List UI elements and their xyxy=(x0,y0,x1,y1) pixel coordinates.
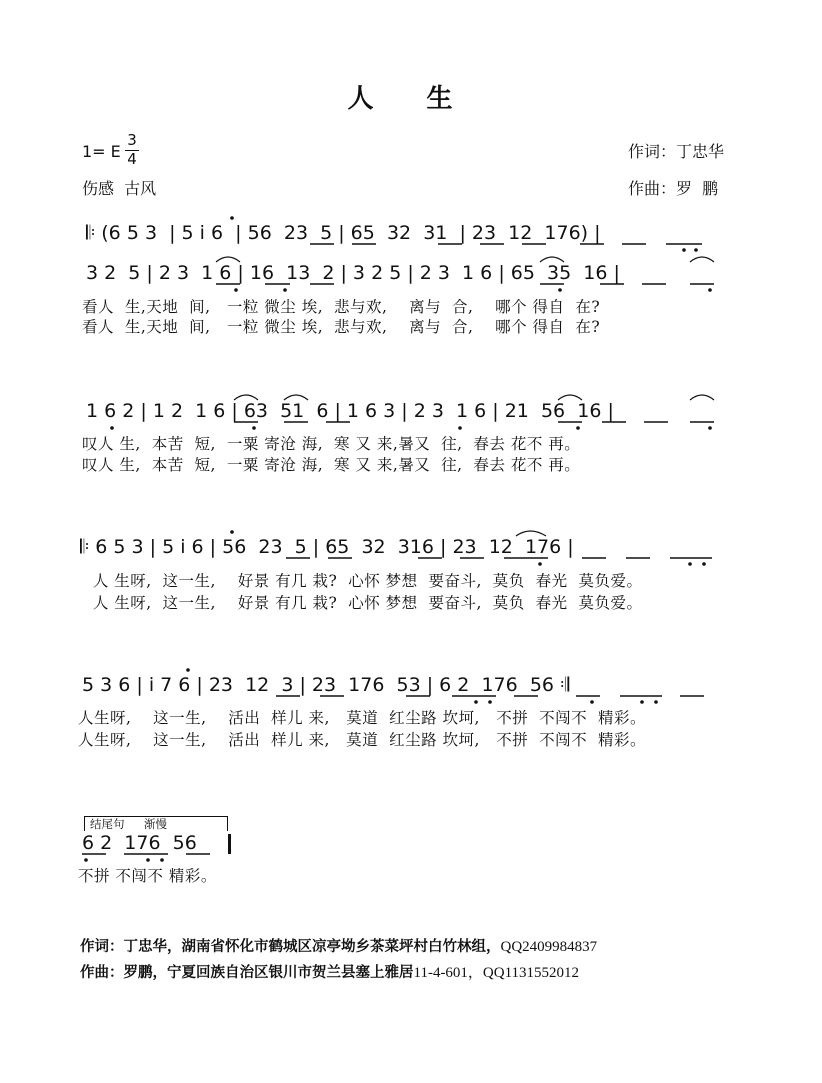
octave-dot xyxy=(160,858,164,862)
song-style: 伤感 古风 xyxy=(82,179,157,198)
score-line-2: 3 2 5 | 2 3 1 6 | 16 13 2 | 3 2 5 | 2 3 1 6 | 65 35 16 | xyxy=(86,262,620,284)
octave-dot xyxy=(458,426,462,430)
slur xyxy=(558,395,582,400)
octave-dot xyxy=(230,216,234,220)
octave-dot xyxy=(688,562,692,566)
footer-lyricist: 作词：丁忠华，湖南省怀化市鹤城区凉亭坳乡茶菜坪村白竹林组，QQ2409984837 xyxy=(80,938,598,955)
octave-dot xyxy=(252,426,256,430)
key-signature: 1= E xyxy=(82,142,121,161)
time-signature-numerator: 3 xyxy=(127,131,137,149)
lyric-line: 人生呀, 这一生, 活出 样儿 来, 莫道 红尘路 坎坷, 不拼 不闯不 精彩。 xyxy=(78,709,646,727)
octave-dot xyxy=(186,668,190,672)
slur xyxy=(690,257,714,262)
lyric-line: 看人 生,天地 间, 一粒 微尘 埃, 悲与欢, 离与 合, 哪个 得自 在? xyxy=(82,318,601,336)
song-title: 人 生 xyxy=(347,84,475,114)
octave-dot xyxy=(230,530,234,534)
lyric-line: 人 生呀, 这一生, 好景 有几 栽? 心怀 梦想 要奋斗, 莫负 春光 莫负爱。 xyxy=(82,572,643,590)
octave-dot xyxy=(538,562,542,566)
coda-label: 结尾句 xyxy=(90,817,125,831)
lyric-line: 叹人 生, 本苦 短, 一粟 寄沧 海, 寒 又 来,暑又 往, 春去 花不 再。 xyxy=(82,456,581,474)
octave-dot xyxy=(474,700,478,704)
octave-dot xyxy=(702,562,706,566)
slur xyxy=(690,395,714,400)
composer-credit: 作曲：罗 鹏 xyxy=(628,179,719,198)
octave-dot xyxy=(283,288,287,292)
octave-dot xyxy=(234,288,238,292)
octave-dot xyxy=(640,700,644,704)
slur xyxy=(516,531,546,536)
octave-dot xyxy=(84,858,88,862)
slur xyxy=(284,395,308,400)
score-line-5: 5 3 6 | i 7 6 | 23 12 3 | 23 176 53 | 6 2 176 56 𝄇 xyxy=(82,674,570,696)
score-line-3: 1 6 2 | 1 2 1 6 | 63 51 6 | 1 6 3 | 2 3 1 6 | 21 56 16 | xyxy=(86,400,614,422)
octave-dot xyxy=(558,288,562,292)
octave-dot xyxy=(488,700,492,704)
lyric-line: 人生呀, 这一生, 活出 样儿 来, 莫道 红尘路 坎坷, 不拼 不闯不 精彩。 xyxy=(78,731,646,749)
octave-dot xyxy=(682,248,686,252)
octave-dot xyxy=(694,248,698,252)
coda-lyric: 不拼 不闯不 精彩。 xyxy=(78,867,217,885)
score-line-1: 𝄆 (6 5 3 | 5 i 6 | 56 23 5 | 65 32 31 | 23 12 176) | xyxy=(86,222,601,244)
octave-dot xyxy=(576,426,580,430)
slur xyxy=(216,257,240,262)
slur xyxy=(234,395,258,400)
score-line-4: 𝄆 6 5 3 | 5 i 6 | 56 23 5 | 65 32 316 | 23 12 176 | xyxy=(80,536,574,558)
lyric-line: 叹人 生, 本苦 短, 一粟 寄沧 海, 寒 又 来,暑又 往, 春去 花不 再。 xyxy=(82,435,581,453)
slur xyxy=(540,257,564,262)
octave-dot xyxy=(146,858,150,862)
octave-dot xyxy=(110,426,114,430)
lyric-line: 看人 生,天地 间, 一粒 微尘 埃, 悲与欢, 离与 合, 哪个 得自 在? xyxy=(82,298,601,316)
lyric-line: 人 生呀, 这一生, 好景 有几 栽? 心怀 梦想 要奋斗, 莫负 春光 莫负爱。 xyxy=(82,594,643,612)
octave-dot xyxy=(708,288,712,292)
octave-dot xyxy=(590,700,594,704)
lyricist-credit: 作词：丁忠华 xyxy=(628,142,725,161)
footer-composer: 作曲：罗鹏，宁夏回族自治区银川市贺兰县塞上雅居11-4-601，QQ1131552012 xyxy=(80,964,580,981)
octave-dot xyxy=(708,426,712,430)
coda-notes: 6 2 176 56 xyxy=(82,832,197,854)
octave-dot xyxy=(654,700,658,704)
coda-tempo: 渐慢 xyxy=(144,817,167,831)
time-signature-denominator: 4 xyxy=(127,150,137,168)
